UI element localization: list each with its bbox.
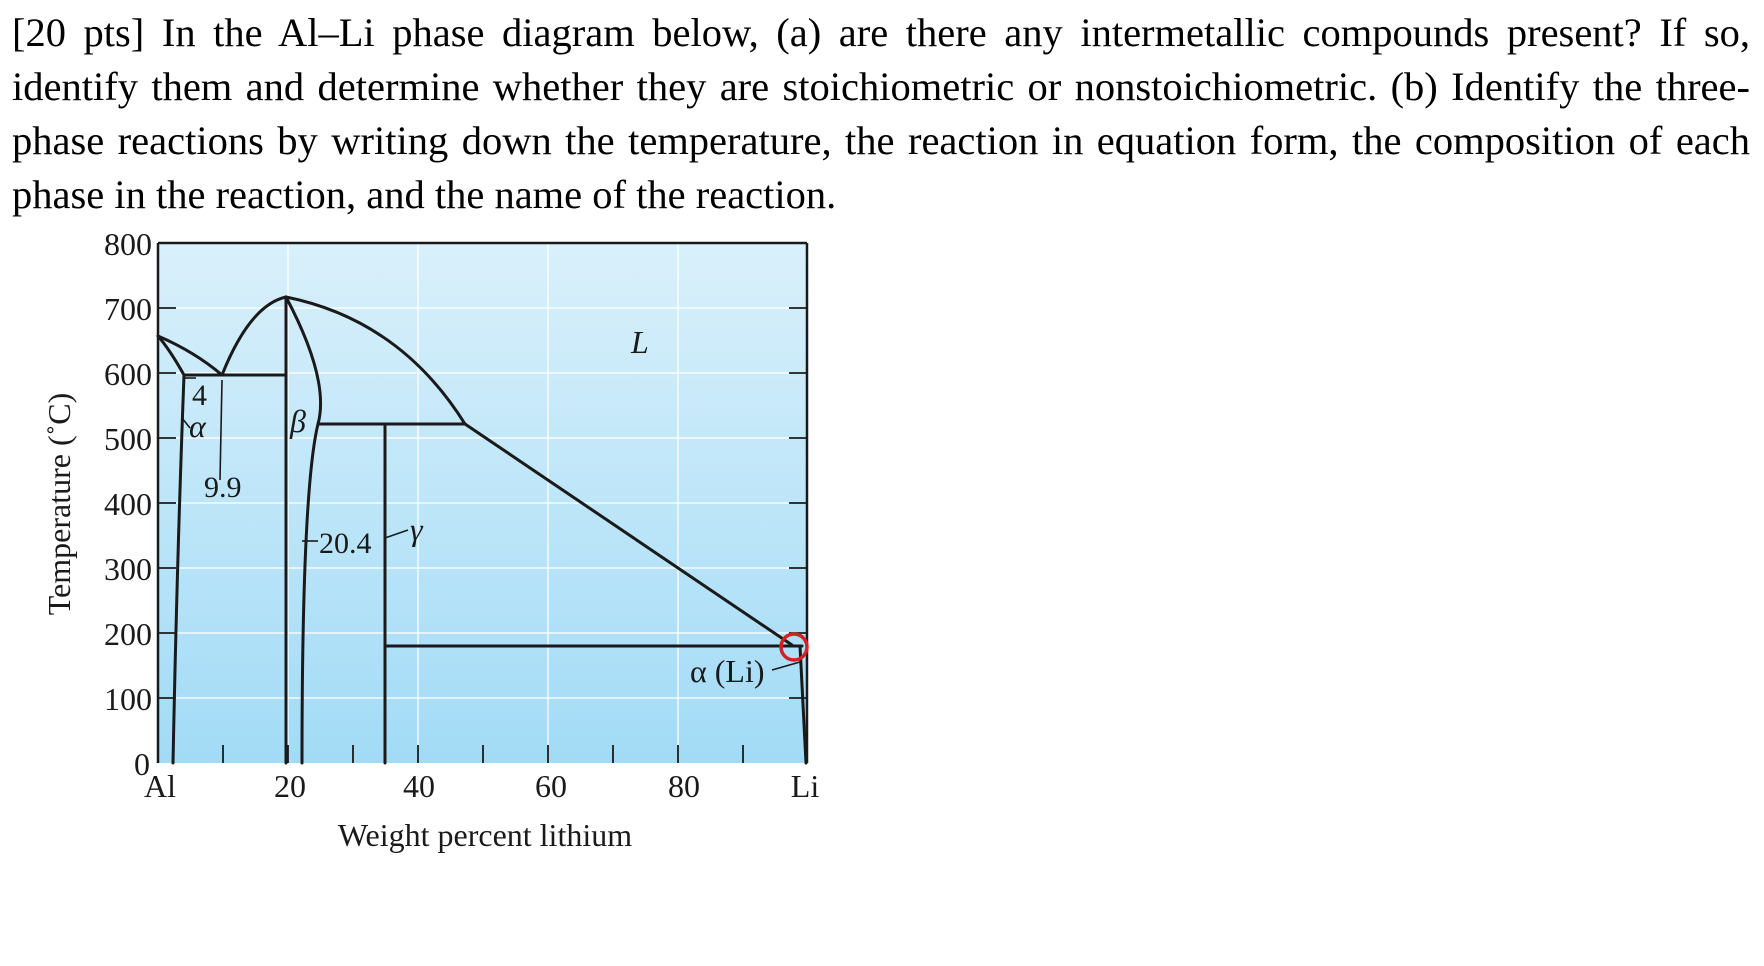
y-tick-label: 200 [104, 616, 152, 652]
phase-label-liquid: L [631, 324, 649, 360]
x-tick-label: Al [144, 768, 176, 804]
y-tick-label: 400 [104, 486, 152, 522]
y-tick-label: 500 [104, 421, 152, 457]
x-tick-label: 60 [535, 768, 567, 804]
phase-label-alpha-li: α (Li) [690, 653, 765, 689]
y-tick-label: 0 [134, 746, 150, 782]
phase-label-gamma: γ [410, 511, 423, 547]
x-tick-labels [144, 768, 819, 804]
x-tick-label: 20 [274, 768, 306, 804]
y-tick-labels [104, 226, 152, 782]
phase-label-alpha: α [189, 408, 206, 444]
x-tick-label: 40 [403, 768, 435, 804]
question-text: [20 pts] In the Al–Li phase diagram below, (a) are there any intermetallic compounds present? If so, identify them and determine whether they are stoichiometric or nonstoichiometric. (b) Identify the three-phase reactions by writing down the temperature, the reaction in equation form, the composition of each phase in the reaction, and the name of the reaction. [12, 10, 1750, 217]
y-tick-label: 700 [104, 291, 152, 327]
x-tick-label: 80 [668, 768, 700, 804]
y-tick-label: 800 [104, 226, 152, 262]
composition-label-20-4: 20.4 [319, 527, 372, 560]
y-tick-label: 600 [104, 356, 152, 392]
composition-label-9-9: 9.9 [204, 471, 242, 504]
x-axis-title: Weight percent lithium [337, 817, 633, 853]
y-axis-title: Temperature (˚C) [41, 392, 77, 616]
y-tick-label: 100 [104, 681, 152, 717]
y-tick-label: 300 [104, 551, 152, 587]
x-tick-label: Li [790, 768, 820, 804]
phase-label-beta: β [290, 403, 306, 439]
composition-label-4: 4 [192, 379, 207, 412]
